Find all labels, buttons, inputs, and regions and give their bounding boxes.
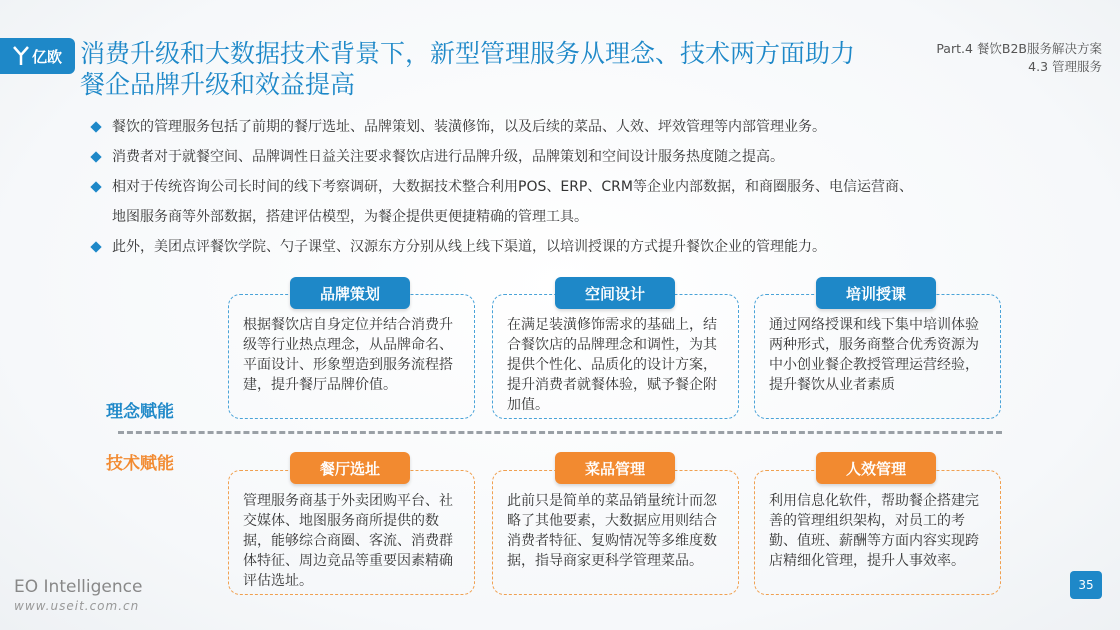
card-brand-planning — [228, 294, 475, 419]
card-menu-management — [492, 470, 739, 595]
logo — [0, 38, 75, 74]
card-title-training: 培训授课 — [816, 277, 936, 309]
list-item-continuation: 地图服务商等外部数据，搭建评估模型，为餐企提供更便捷精确的管理工具。 — [112, 209, 588, 225]
diamond-bullet-icon — [90, 151, 101, 162]
list-item: 此外，美团点评餐饮学院、勺子课堂、汉源东方分别从线上线下渠道，以培训授课的方式提升餐饮企业的管理能力。 — [90, 232, 1070, 262]
bullet-list — [90, 112, 1070, 262]
card-staff-efficiency — [754, 470, 1001, 595]
card-text: 利用信息化软件，帮助餐企搭建完善的管理组织架构，对员工的考勤、值班、薪酬等方面内容实现跨店精细化管理，提升人事效率。 — [769, 493, 979, 569]
card-space-design — [492, 294, 739, 419]
card-training — [754, 294, 1001, 419]
page-title: 消费升级和大数据技术背景下，新型管理服务从理念、技术两方面助力餐企品牌升级和效益提高 — [80, 39, 856, 99]
card-text: 通过网络授课和线下集中培训体验两种形式，服务商整合优秀资源为中小创业餐企教授管理运营经验，提升餐饮从业者素质 — [769, 317, 979, 393]
diamond-bullet-icon — [90, 121, 101, 132]
card-title-staff-efficiency: 人效管理 — [816, 452, 936, 484]
logo-y-icon — [13, 46, 29, 66]
page-number: 35 — [1070, 571, 1102, 599]
part-label: Part.4 餐饮B2B服务解决方案 — [936, 41, 1102, 56]
diamond-bullet-icon — [90, 241, 101, 252]
footer-brand: EO Intelligence — [14, 577, 143, 597]
list-item: 餐饮的管理服务包括了前期的餐厅选址、品牌策划、装潢修饰，以及后续的菜品、人效、坪效管理等内部管理业务。 — [90, 112, 1070, 142]
tech-label: 技术赋能 — [106, 454, 174, 474]
list-item: 消费者对于就餐空间、品牌调性日益关注要求餐饮店进行品牌升级，品牌策划和空间设计服务热度随之提高。 — [90, 142, 1070, 172]
section-divider — [118, 431, 1002, 434]
logo-text: 亿欧 — [31, 47, 62, 66]
footer-url: www.useit.com.cn — [14, 599, 140, 613]
diamond-bullet-icon — [90, 181, 101, 192]
card-title-space-design: 空间设计 — [555, 277, 675, 309]
concept-label: 理念赋能 — [106, 402, 174, 422]
card-title-menu-management: 菜品管理 — [555, 452, 675, 484]
card-site-selection — [228, 470, 475, 595]
card-text: 管理服务商基于外卖团购平台、社交媒体、地图服务商所提供的数据，能够综合商圈、客流、消费群体特征、周边竞品等重要因素精确评估选址。 — [243, 493, 453, 589]
card-text: 此前只是简单的菜品销量统计而忽略了其他要素，大数据应用则结合消费者特征、复购情况等多维度数据，指导商家更科学管理菜品。 — [507, 493, 717, 569]
section-label: 4.3 管理服务 — [1028, 59, 1102, 74]
list-item: 相对于传统咨询公司长时间的线下考察调研，大数据技术整合利用POS、ERP、CRM等企业内部数据，和商圈服务、电信运营商、 — [90, 172, 1070, 202]
card-text: 在满足装潢修饰需求的基础上，结合餐饮店的品牌理念和调性，为其提供个性化、品质化的设计方案，提升消费者就餐体验，赋予餐企附加值。 — [507, 317, 717, 413]
card-text: 根据餐饮店自身定位并结合消费升级等行业热点理念，从品牌命名、平面设计、形象塑造到服务流程搭建，提升餐厅品牌价值。 — [243, 317, 453, 393]
card-title-brand-planning: 品牌策划 — [290, 277, 410, 309]
card-title-site-selection: 餐厅选址 — [290, 452, 410, 484]
section-indicator — [936, 40, 1102, 76]
